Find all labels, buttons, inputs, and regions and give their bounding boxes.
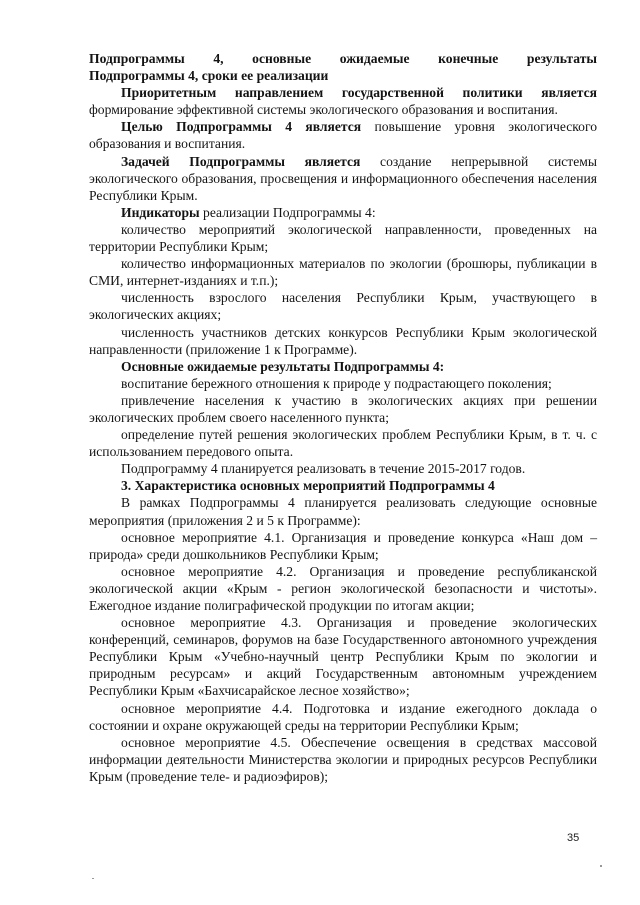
activities-intro: В рамках Подпрограммы 4 планируется реализовать следующие основные мероприятия (приложения 2 и 5 к Программе): xyxy=(89,495,597,528)
activity-item: основное мероприятие 4.4. Подготовка и издание ежегодного доклада о состоянии и охране окружающей среды на территории Республики Крым; xyxy=(89,700,597,733)
activity-item: основное мероприятие 4.5. Обеспечение освещения в средствах массовой информации деятельности Министерства экологии и природных ресурсов Республики Крым (проведение теле- и радиоэфиров); xyxy=(89,734,597,784)
result-item: привлечение населения к участию в экологических акциях при решении экологических проблем своего населенного пункта; xyxy=(89,392,597,425)
result-item: определение путей решения экологических проблем Республики Крым, в т. ч. с использованием передового опыта. xyxy=(89,427,597,460)
scan-speck xyxy=(92,878,94,879)
page-number: 35 xyxy=(567,832,580,844)
section-3-heading: 3. Характеристика основных мероприятий Подпрограммы 4 xyxy=(121,478,495,494)
section-heading-line-1: Подпрограммы 4, основные ожидаемые конечные результаты xyxy=(89,51,597,66)
paragraph-indicators xyxy=(89,204,597,221)
paragraph-text: повышение уровня экологического образования и воспитания. xyxy=(89,119,597,152)
paragraph-text: реализации Подпрограммы 4: xyxy=(199,204,376,220)
paragraph-task xyxy=(89,153,597,204)
paragraph-goal xyxy=(89,118,597,152)
paragraph-text: создание непрерывной системы экологического образования, просвещения и информационного обеспечения населения Республики Крым. xyxy=(89,153,597,203)
paragraph-lead: Целью Подпрограммы 4 является xyxy=(121,119,362,135)
activity-item: основное мероприятие 4.2. Организация и проведение республиканской экологической акции «Крым - регион экологической безопасности и чистоты». Ежегодное издание полиграфической продукции по итогам акции; xyxy=(89,563,597,613)
paragraph-lead: Индикаторы xyxy=(121,204,200,220)
scan-speck xyxy=(600,865,602,867)
expected-results-heading: Основные ожидаемые результаты Подпрограммы 4: xyxy=(121,358,445,374)
activity-item: основное мероприятие 4.1. Организация и проведение конкурса «Наш дом – природа» среди дошкольников Республики Крым; xyxy=(89,529,597,562)
indicator-item: количество информационных материалов по экологии (брошюры, публикации в СМИ, интернет-изданиях и т.п.); xyxy=(89,256,597,289)
paragraph-lead: Приоритетным направлением государственной политики является xyxy=(121,85,597,101)
result-item: воспитание бережного отношения к природе у подрастающего поколения; xyxy=(121,375,552,391)
paragraph-priority xyxy=(89,84,597,118)
activity-item: основное мероприятие 4.3. Организация и проведение экологических конференций, семинаров, форумов на базе Государственного автономного учреждения Республики Крым «Учебно-научный центр Республики Крым по экологии и природным ресурсам» и акций Государственным автономным учреждением Республики Крым «Бахчисарайское лесное хозяйство»; xyxy=(89,615,597,699)
document-body xyxy=(89,50,597,785)
section-heading-line-2: Подпрограммы 4, сроки ее реализации xyxy=(89,68,329,84)
paragraph-lead: Задачей Подпрограммы является xyxy=(121,153,361,169)
indicator-item: численность взрослого населения Республики Крым, участвующего в экологических акциях; xyxy=(89,290,597,323)
paragraph-text: формирование эффективной системы экологического образования и воспитания. xyxy=(89,102,558,118)
indicator-item: численность участников детских конкурсов Республики Крым экологической направленности (приложение 1 к Программе). xyxy=(89,324,597,357)
indicator-item: количество мероприятий экологической направленности, проведенных на территории Республики Крым; xyxy=(89,221,597,255)
implementation-period: Подпрограмму 4 планируется реализовать в течение 2015-2017 годов. xyxy=(121,461,526,477)
